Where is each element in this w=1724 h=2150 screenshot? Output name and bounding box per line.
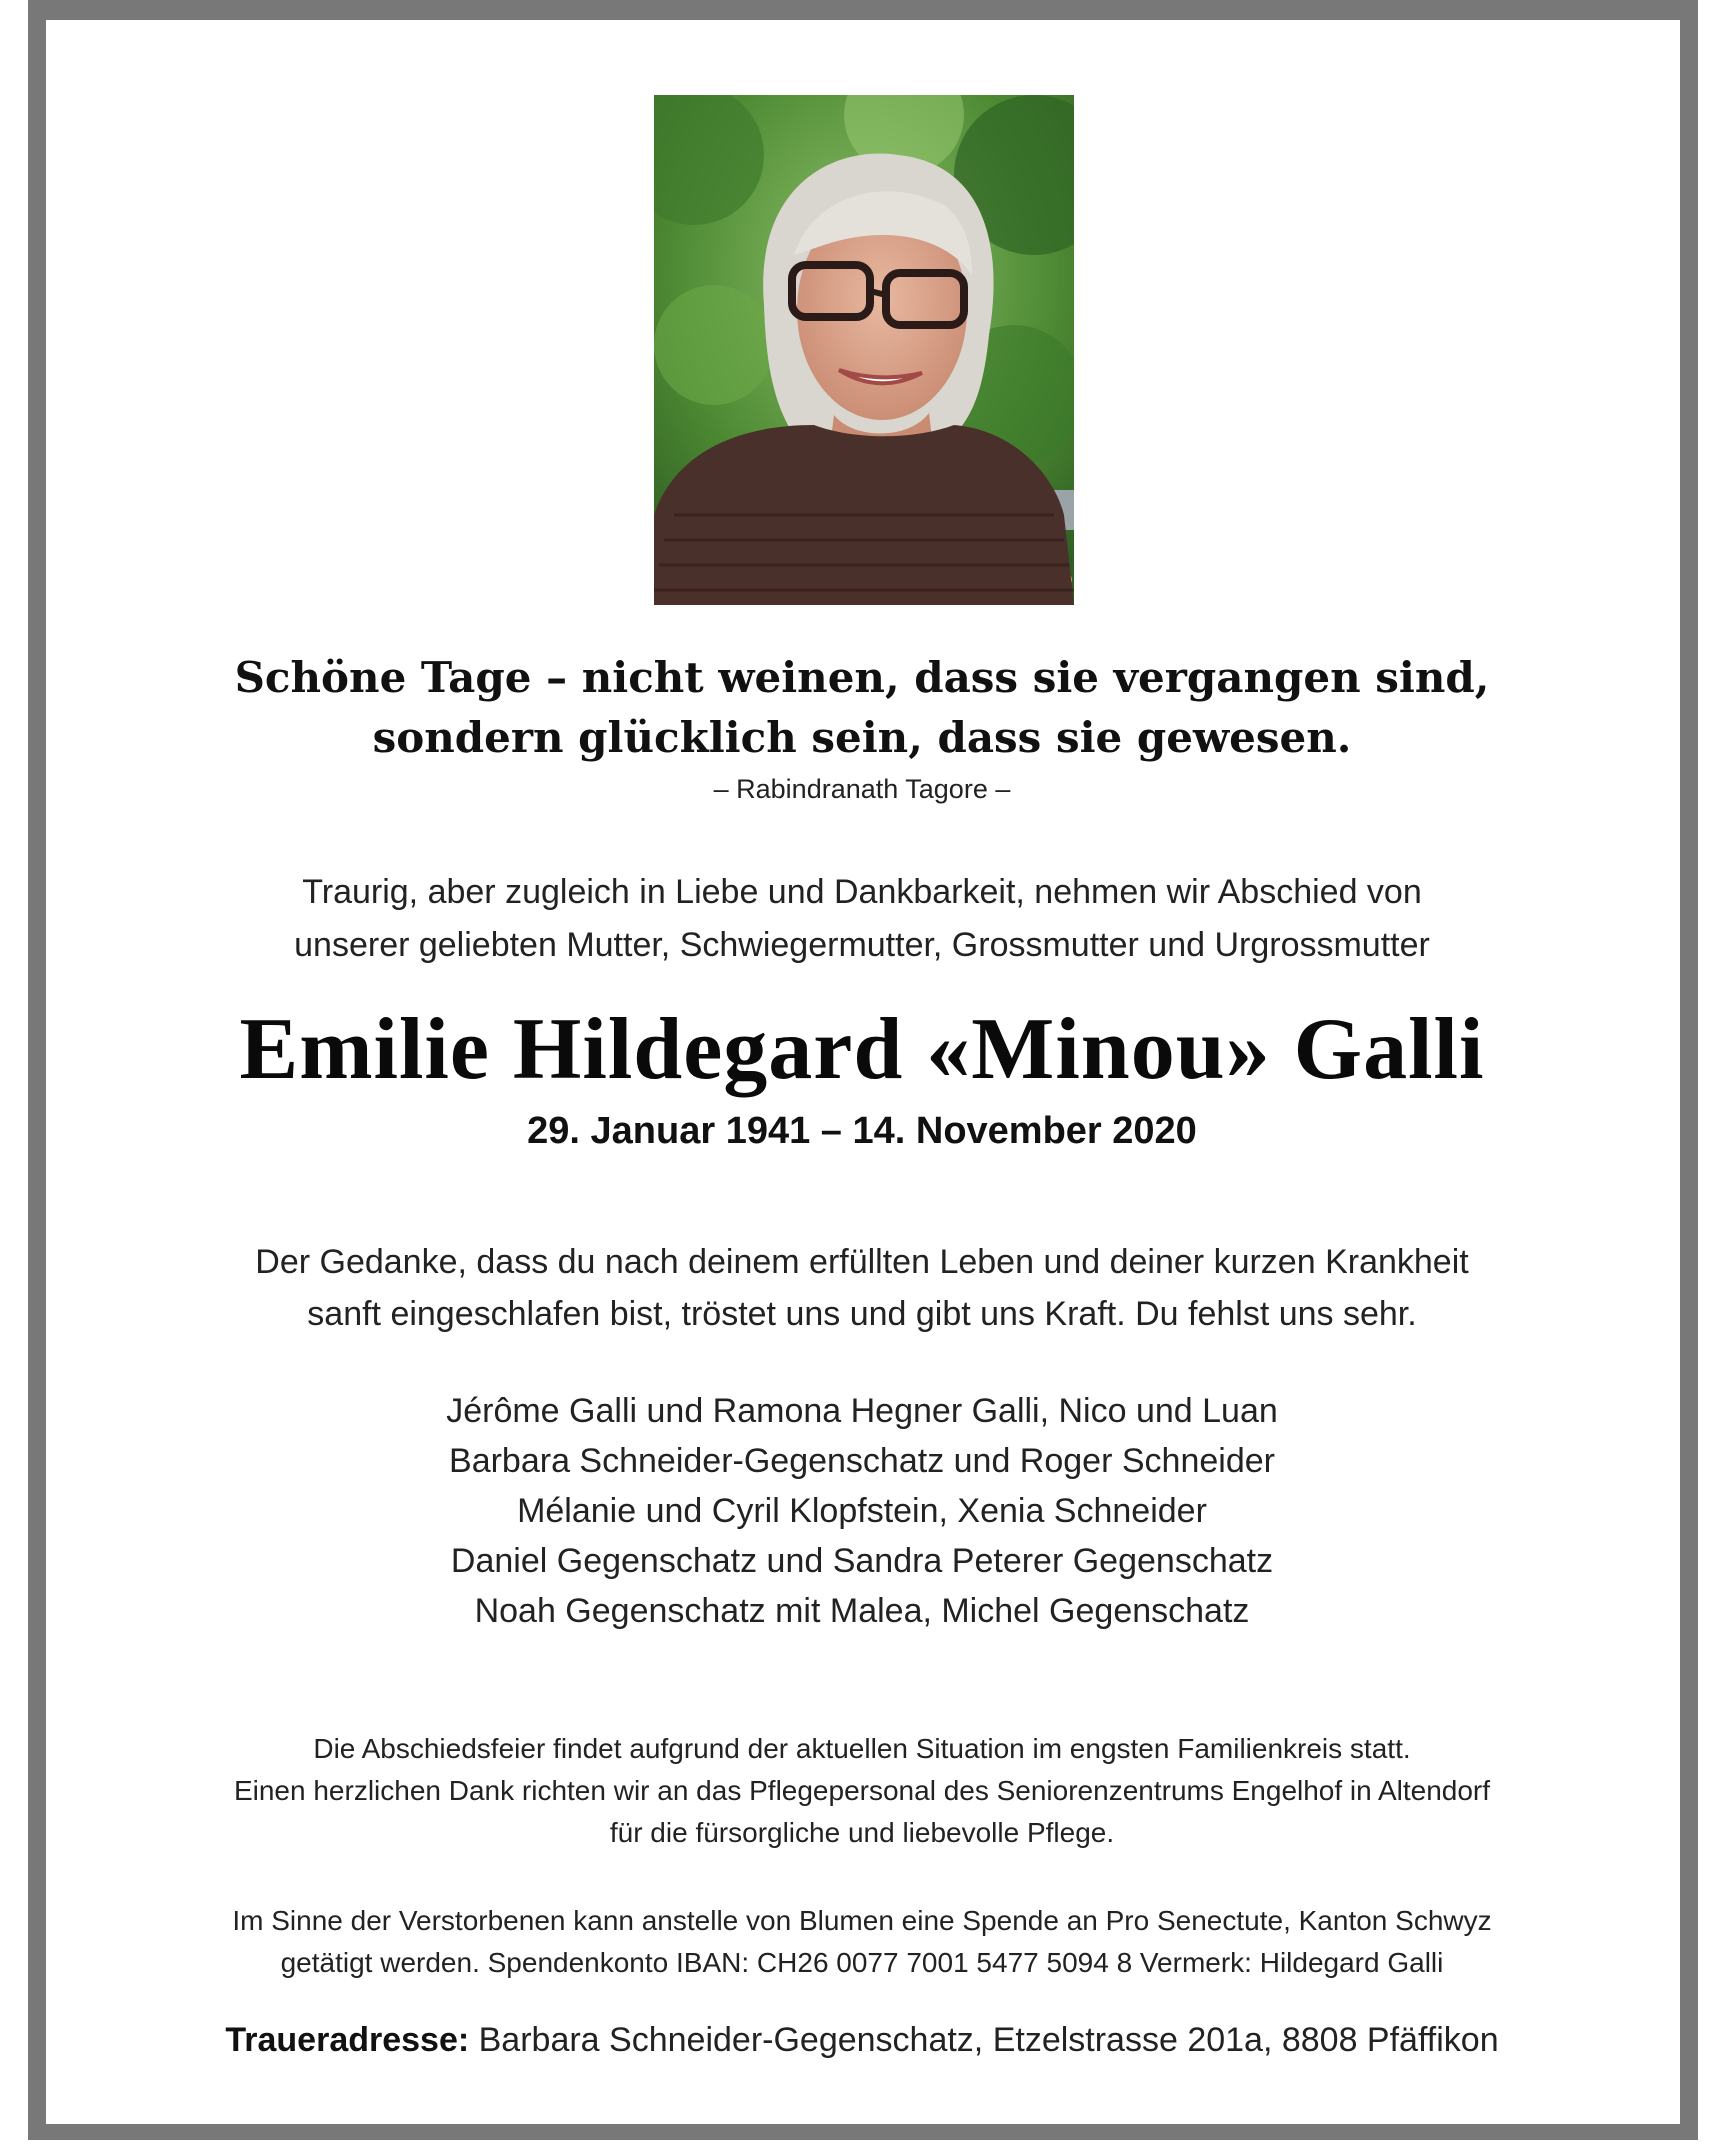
life-dates: 29. Januar 1941 – 14. November 2020	[527, 1110, 1197, 1152]
address-label: Traueradresse:	[225, 2021, 470, 2059]
message-line: Der Gedanke, dass du nach deinem erfüllten Leben und deiner kurzen Krankheit	[255, 1243, 1469, 1281]
donation-notice	[0, 1900, 1724, 1984]
portrait-photo	[654, 95, 1074, 605]
mourner-entry: Noah Gegenschatz mit Malea, Michel Gegenschatz	[474, 1592, 1250, 1630]
message-line: sanft eingeschlafen bist, tröstet uns und gibt uns Kraft. Du fehlst uns sehr.	[307, 1295, 1417, 1333]
mourner-entry: Mélanie und Cyril Klopfstein, Xenia Schneider	[517, 1492, 1207, 1530]
intro-line: Traurig, aber zugleich in Liebe und Dankbarkeit, nehmen wir Abschied von	[302, 873, 1422, 911]
address-value: Barbara Schneider-Gegenschatz, Etzelstrasse 201a, 8808 Pfäffikon	[469, 2021, 1499, 2059]
intro-line: unserer geliebten Mutter, Schwiegermutter, Grossmutter und Urgrossmutter	[294, 926, 1430, 964]
donation-line: getätigt werden. Spendenkonto IBAN: CH26 0077 7001 5477 5094 8 Vermerk: Hildegard Galli	[280, 1947, 1444, 1978]
ceremony-notice	[0, 1728, 1724, 1854]
mourner-entry: Barbara Schneider-Gegenschatz und Roger Schneider	[449, 1442, 1275, 1480]
notice-line: Einen herzlichen Dank richten wir an das Pflegepersonal des Seniorenzentrums Engelhof in Altendorf	[233, 1775, 1491, 1806]
mourner-entry: Daniel Gegenschatz und Sandra Peterer Gegenschatz	[450, 1542, 1274, 1580]
notice-line: Die Abschiedsfeier findet aufgrund der aktuellen Situation im engsten Familienkreis statt.	[313, 1733, 1411, 1764]
condolence-message	[0, 1236, 1724, 1340]
deceased-name: Emilie Hildegard «Minou» Galli	[239, 1001, 1485, 1098]
mourner-entry: Jérôme Galli und Ramona Hegner Galli, Nico und Luan	[446, 1392, 1278, 1430]
intro-text	[0, 866, 1724, 972]
quote-line: sondern glücklich sein, dass sie gewesen.	[372, 713, 1352, 762]
notice-line: für die fürsorgliche und liebevolle Pflege.	[609, 1817, 1115, 1848]
quote-line: Schöne Tage – nicht weinen, dass sie vergangen sind,	[234, 653, 1490, 702]
memorial-quote	[0, 648, 1724, 768]
mourning-address	[0, 2018, 1724, 2062]
quote-attribution: – Rabindranath Tagore –	[713, 774, 1011, 804]
donation-line: Im Sinne der Verstorbenen kann anstelle von Blumen eine Spende an Pro Senectute, Kanton Schwyz	[232, 1905, 1492, 1936]
mourners-list	[0, 1386, 1724, 1636]
